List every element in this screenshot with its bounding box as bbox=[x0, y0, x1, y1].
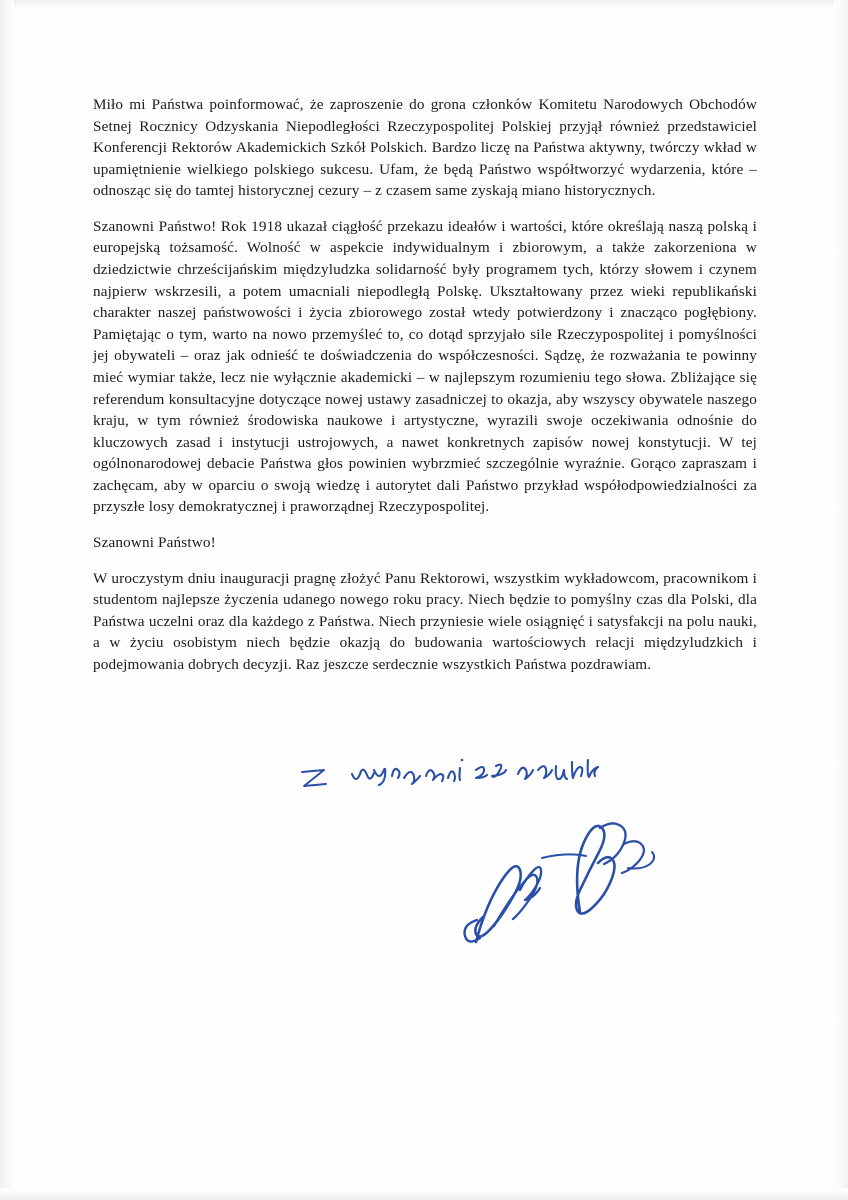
letter-salutation: Szanowni Państwo! bbox=[93, 533, 216, 551]
signature-block bbox=[280, 740, 710, 980]
scan-edge-bottom bbox=[0, 1188, 848, 1200]
letter-body bbox=[93, 94, 757, 675]
letter-paragraph-4: W uroczystym dniu inauguracji pragnę złożyć Panu Rektorowi, wszystkim wykładowcom, pracownikom i studentom najlepsze życzenia udanego nowego roku pracy. Niech będzie to pomyślny czas dla Polski, dla Państwa uczelni oraz dla każdego z Państwa. Niech przyniesie wiele osiągnięć i satysfakcji na polu nauki, a w życiu osobistym niech będzie okazją do budowania wartościowych relacji międzyludzkich i podejmowania dobrych decyzji. Raz jeszcze serdecznie wszystkich Państwa pozdrawiam. bbox=[93, 569, 757, 673]
scan-edge-right bbox=[834, 0, 848, 1200]
handwritten-signature-icon bbox=[280, 740, 710, 980]
scan-edge-top bbox=[0, 0, 848, 10]
letter-paragraph-2: Szanowni Państwo! Rok 1918 ukazał ciągłość przekazu ideałów i wartości, które określają naszą polską i europejską tożsamość. Wolność w aspekcie indywidualnym i zbiorowym, a także zakorzeniona w dziedzictwie chrześcijańskim międzyludzka solidarność były programem tych, którzy słowem i czynem najpierw wskrzesili, a potem umacniali niepodległą Polskę. Ukształtowany przez wieki republikański charakter naszej państwowości i życia zbiorowego został wtedy potwierdzony i znacząco pogłębiony. Pamiętając o tym, warto na nowo przemyśleć to, co dotąd sprzyjało sile Rzeczypospolitej i pomyślności jej obywateli – oraz jak odnieść te doświadczenia do współczesności. Sądzę, że rozważania te powinny mieć wymiar także, lecz nie wyłącznie akademicki – w najlepszym rozumieniu tego słowa. Zbliżające się referendum konsultacyjne dotyczące nowej ustawy zasadniczej to okazja, aby wszyscy obywatele naszego kraju, w tym również środowiska naukowe i artystyczne, wyrazili swoje oczekiwania odnośnie do kluczowych zasad i instytucji ustrojowych, a nawet konkretnych zapisów nowej konstytucji. W tej ogólnonarodowej debacie Państwa głos powinien wybrzmieć szczególnie wyraźnie. Gorąco zapraszam i zachęcam, aby w oparciu o swoją wiedzę i autorytet dali Państwo przykład współodpowiedzialności za przyszłe losy demokratycznej i praworządnej Rzeczypospolitej. bbox=[93, 217, 757, 516]
letter-paragraph-1: Miło mi Państwa poinformować, że zaproszenie do grona członków Komitetu Narodowych Obchodów Setnej Rocznicy Odzyskania Niepodległości Rzeczypospolitej Polskiej przyjął również przedstawiciel Konferencji Rektorów Akademickich Szkół Polskich. Bardzo liczę na Państwa aktywny, twórczy wkład w upamiętnienie wielkiego polskiego sukcesu. Ufam, że będą Państwo współtworzyć wydarzenia, które – odnosząc się do tamtej historycznej cezury – z czasem same zyskają miano historycznych. bbox=[93, 96, 757, 200]
scan-edge-left bbox=[0, 0, 14, 1200]
